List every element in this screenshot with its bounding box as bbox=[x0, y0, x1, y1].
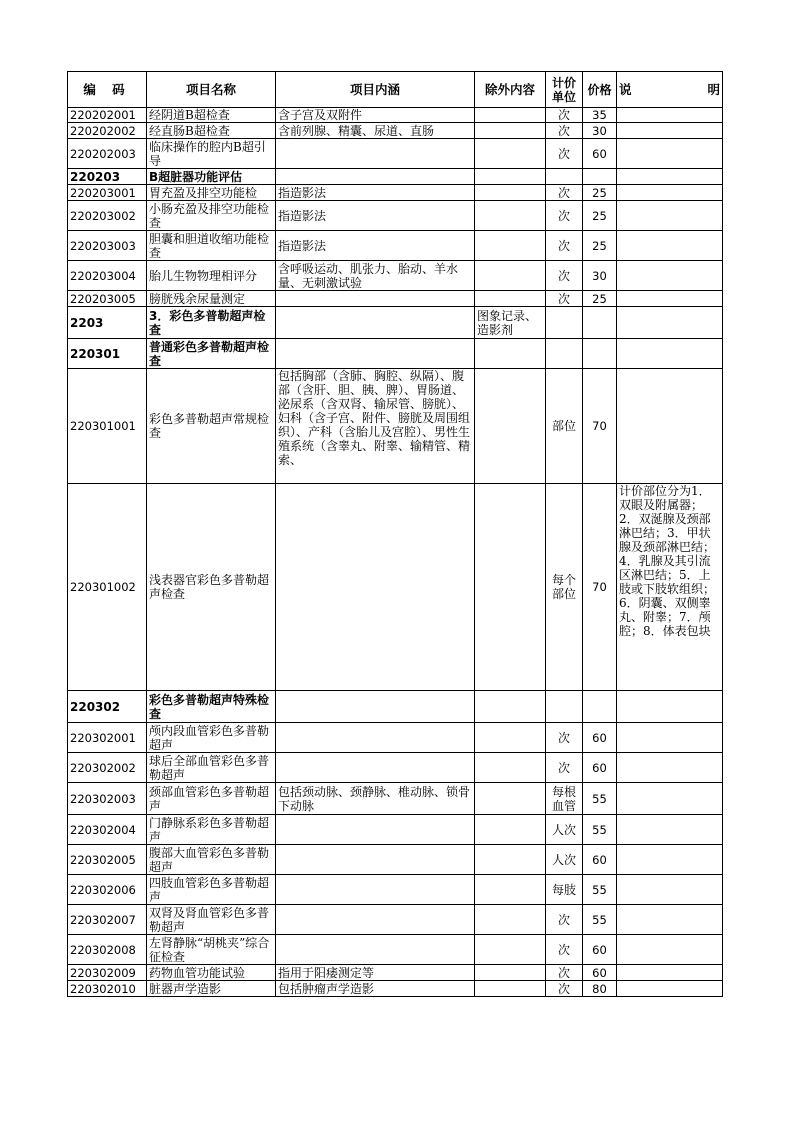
cell-content bbox=[276, 484, 475, 691]
cell-unit bbox=[546, 691, 583, 723]
cell-name: 临床操作的腔内B超引导 bbox=[147, 139, 276, 169]
cell-name: 胎儿生物物理相评分 bbox=[147, 261, 276, 291]
cell-content bbox=[276, 307, 475, 339]
cell-name: 经直肠B超检查 bbox=[147, 123, 276, 139]
cell-note bbox=[617, 369, 723, 484]
table-row bbox=[68, 691, 723, 723]
cell-excluded bbox=[475, 783, 546, 815]
cell-name: 腹部大血管彩色多普勒超声 bbox=[147, 845, 276, 875]
cell-excluded bbox=[475, 123, 546, 139]
cell-note bbox=[617, 965, 723, 981]
cell-excluded bbox=[475, 169, 546, 185]
cell-price: 70 bbox=[583, 484, 617, 691]
cell-price: 60 bbox=[583, 753, 617, 783]
cell-content bbox=[276, 291, 475, 307]
cell-content bbox=[276, 723, 475, 753]
cell-content: 指造影法 bbox=[276, 201, 475, 231]
header-content: 项目内涵 bbox=[276, 72, 475, 108]
table-row bbox=[68, 139, 723, 169]
cell-content bbox=[276, 169, 475, 185]
cell-price: 55 bbox=[583, 815, 617, 845]
cell-excluded bbox=[475, 291, 546, 307]
cell-name: 浅表器官彩色多普勒超声检查 bbox=[147, 484, 276, 691]
cell-excluded bbox=[475, 981, 546, 997]
table-row bbox=[68, 815, 723, 845]
cell-unit: 人次 bbox=[546, 815, 583, 845]
cell-content bbox=[276, 935, 475, 965]
cell-code: 220203002 bbox=[68, 201, 147, 231]
cell-content bbox=[276, 369, 475, 484]
header-name: 项目名称 bbox=[147, 72, 276, 108]
cell-note bbox=[617, 307, 723, 339]
cell-content bbox=[276, 845, 475, 875]
header-unit: 计价单位 bbox=[546, 72, 583, 108]
cell-code: 220302006 bbox=[68, 875, 147, 905]
cell-excluded: 图象记录、造影剂 bbox=[475, 307, 546, 339]
cell-code: 220302004 bbox=[68, 815, 147, 845]
cell-content: 指造影法 bbox=[276, 185, 475, 201]
table-row bbox=[68, 169, 723, 185]
cell-note bbox=[617, 261, 723, 291]
header-excluded: 除外内容 bbox=[475, 72, 546, 108]
cell-note bbox=[617, 753, 723, 783]
cell-unit: 人次 bbox=[546, 845, 583, 875]
cell-price: 60 bbox=[583, 845, 617, 875]
cell-name: 左肾静脉“胡桃夹”综合征检查 bbox=[147, 935, 276, 965]
cell-code: 220203003 bbox=[68, 231, 147, 261]
cell-excluded bbox=[475, 201, 546, 231]
cell-note bbox=[617, 875, 723, 905]
cell-content bbox=[276, 691, 475, 723]
cell-excluded bbox=[475, 815, 546, 845]
cell-code: 220302008 bbox=[68, 935, 147, 965]
cell-price: 60 bbox=[583, 965, 617, 981]
cell-unit: 次 bbox=[546, 123, 583, 139]
cell-price: 55 bbox=[583, 875, 617, 905]
cell-content: 包括肿瘤声学造影 bbox=[276, 981, 475, 997]
note-text: 计价部位分为1．双眼及附属器；2．双涎腺及颈部淋巴结；3．甲状腺及颈部淋巴结；4．乳腺及其引流区淋巴结；5．上肢或下肢软组织；6．阴囊、双侧睾丸、附睾；7．颅腔；8．体表包块 bbox=[619, 484, 716, 638]
cell-excluded bbox=[475, 845, 546, 875]
table-row bbox=[68, 723, 723, 753]
cell-unit: 次 bbox=[546, 231, 583, 261]
cell-excluded bbox=[475, 484, 546, 691]
cell-note bbox=[617, 723, 723, 753]
cell-name: 经阴道B超检查 bbox=[147, 108, 276, 123]
header-note-right: 明 bbox=[707, 81, 720, 97]
cell-name: 普通彩色多普勒超声检查 bbox=[147, 339, 276, 369]
table-row bbox=[68, 339, 723, 369]
cell-code: 220301002 bbox=[68, 484, 147, 691]
cell-unit: 次 bbox=[546, 185, 583, 201]
cell-name: 胃充盈及排空功能检 bbox=[147, 185, 276, 201]
cell-name: 药物血管功能试验 bbox=[147, 965, 276, 981]
header-price: 价格 bbox=[583, 72, 617, 108]
cell-price: 60 bbox=[583, 723, 617, 753]
cell-note bbox=[617, 845, 723, 875]
cell-note bbox=[617, 169, 723, 185]
cell-content: 包括颈动脉、颈静脉、椎动脉、锁骨下动脉 bbox=[276, 783, 475, 815]
cell-code: 220301 bbox=[68, 339, 147, 369]
cell-code: 220301001 bbox=[68, 369, 147, 484]
cell-note bbox=[617, 783, 723, 815]
table-row bbox=[68, 201, 723, 231]
cell-content: 含前列腺、精囊、尿道、直肠 bbox=[276, 123, 475, 139]
cell-unit: 每肢 bbox=[546, 875, 583, 905]
header-note-left: 说 bbox=[619, 81, 632, 97]
cell-unit: 次 bbox=[546, 753, 583, 783]
cell-code: 220203001 bbox=[68, 185, 147, 201]
cell-unit: 次 bbox=[546, 935, 583, 965]
header-code: 编 码 bbox=[68, 72, 147, 108]
cell-name: 膀胱残余尿量测定 bbox=[147, 291, 276, 307]
cell-price: 60 bbox=[583, 935, 617, 965]
cell-content bbox=[276, 815, 475, 845]
cell-content bbox=[276, 905, 475, 935]
cell-unit: 次 bbox=[546, 261, 583, 291]
cell-note bbox=[617, 815, 723, 845]
cell-excluded bbox=[475, 935, 546, 965]
cell-price: 60 bbox=[583, 139, 617, 169]
cell-code: 220302005 bbox=[68, 845, 147, 875]
cell-price: 25 bbox=[583, 291, 617, 307]
cell-name: 门静脉系彩色多普勒超声 bbox=[147, 815, 276, 845]
cell-name: 四肢血管彩色多普勒超声 bbox=[147, 875, 276, 905]
cell-note bbox=[617, 185, 723, 201]
cell-note bbox=[617, 691, 723, 723]
cell-unit: 每根血管 bbox=[546, 783, 583, 815]
cell-code: 220302007 bbox=[68, 905, 147, 935]
cell-price bbox=[583, 169, 617, 185]
cell-note bbox=[617, 231, 723, 261]
cell-note bbox=[617, 484, 723, 691]
cell-price bbox=[583, 339, 617, 369]
cell-content: 指造影法 bbox=[276, 231, 475, 261]
cell-code: 220302002 bbox=[68, 753, 147, 783]
cell-price: 35 bbox=[583, 108, 617, 123]
table-row bbox=[68, 185, 723, 201]
cell-code: 220302009 bbox=[68, 965, 147, 981]
cell-content bbox=[276, 139, 475, 169]
cell-excluded bbox=[475, 139, 546, 169]
cell-name: 胆囊和胆道收缩功能检查 bbox=[147, 231, 276, 261]
cell-code: 220302010 bbox=[68, 981, 147, 997]
cell-content: 指用于阳痿测定等 bbox=[276, 965, 475, 981]
table-row bbox=[68, 484, 723, 691]
table-row bbox=[68, 291, 723, 307]
content-text: 包括胸部（含肺、胸腔、纵隔）、腹部（含肝、胆、胰、脾）、胃肠道、泌尿系（含双肾、输尿管、膀胱）、妇科（含子宫、附件、膀胱及周围组织）、产科（含胎儿及宫腔）、男性生殖系统（含睾丸、附睾、输精管、精索、 bbox=[278, 369, 471, 467]
cell-excluded bbox=[475, 691, 546, 723]
cell-price: 25 bbox=[583, 185, 617, 201]
cell-price: 25 bbox=[583, 201, 617, 231]
cell-excluded bbox=[475, 753, 546, 783]
cell-price: 30 bbox=[583, 261, 617, 291]
table-row bbox=[68, 108, 723, 123]
cell-code: 2203 bbox=[68, 307, 147, 339]
table-row bbox=[68, 905, 723, 935]
cell-excluded bbox=[475, 965, 546, 981]
cell-name: 颅内段血管彩色多普勒超声 bbox=[147, 723, 276, 753]
cell-unit bbox=[546, 339, 583, 369]
cell-content bbox=[276, 875, 475, 905]
cell-name: 彩色多普勒超声常规检查 bbox=[147, 369, 276, 484]
cell-price: 55 bbox=[583, 783, 617, 815]
cell-price: 30 bbox=[583, 123, 617, 139]
cell-unit: 次 bbox=[546, 965, 583, 981]
cell-note bbox=[617, 905, 723, 935]
cell-unit: 次 bbox=[546, 291, 583, 307]
cell-price: 25 bbox=[583, 231, 617, 261]
cell-excluded bbox=[475, 108, 546, 123]
table-row bbox=[68, 783, 723, 815]
cell-code: 220302 bbox=[68, 691, 147, 723]
table-body bbox=[68, 108, 723, 997]
cell-price bbox=[583, 691, 617, 723]
cell-code: 220203 bbox=[68, 169, 147, 185]
cell-note bbox=[617, 201, 723, 231]
cell-excluded bbox=[475, 261, 546, 291]
cell-code: 220203005 bbox=[68, 291, 147, 307]
price-table bbox=[67, 71, 723, 997]
cell-unit: 次 bbox=[546, 905, 583, 935]
table-row bbox=[68, 123, 723, 139]
cell-name: 双肾及肾血管彩色多普勒超声 bbox=[147, 905, 276, 935]
table-row bbox=[68, 261, 723, 291]
cell-content: 含子宫及双附件 bbox=[276, 108, 475, 123]
cell-excluded bbox=[475, 339, 546, 369]
cell-unit: 每个部位 bbox=[546, 484, 583, 691]
cell-code: 220202001 bbox=[68, 108, 147, 123]
cell-note bbox=[617, 935, 723, 965]
cell-excluded bbox=[475, 905, 546, 935]
cell-name: 球后全部血管彩色多普勒超声 bbox=[147, 753, 276, 783]
cell-excluded bbox=[475, 723, 546, 753]
cell-excluded bbox=[475, 369, 546, 484]
cell-code: 220302003 bbox=[68, 783, 147, 815]
cell-price: 70 bbox=[583, 369, 617, 484]
cell-unit bbox=[546, 169, 583, 185]
table-row bbox=[68, 935, 723, 965]
cell-name: 小肠充盈及排空功能检查 bbox=[147, 201, 276, 231]
table-row bbox=[68, 307, 723, 339]
cell-unit bbox=[546, 307, 583, 339]
cell-unit: 次 bbox=[546, 981, 583, 997]
cell-unit: 次 bbox=[546, 139, 583, 169]
table-row bbox=[68, 231, 723, 261]
cell-name: 脏器声学造影 bbox=[147, 981, 276, 997]
cell-unit: 部位 bbox=[546, 369, 583, 484]
cell-unit: 次 bbox=[546, 201, 583, 231]
table-row bbox=[68, 369, 723, 484]
header-note bbox=[617, 72, 723, 108]
cell-note bbox=[617, 981, 723, 997]
cell-content: 含呼吸运动、肌张力、胎动、羊水量、无刺激试验 bbox=[276, 261, 475, 291]
cell-price bbox=[583, 307, 617, 339]
cell-content bbox=[276, 339, 475, 369]
cell-excluded bbox=[475, 875, 546, 905]
cell-code: 220302001 bbox=[68, 723, 147, 753]
table-row bbox=[68, 981, 723, 997]
cell-unit: 次 bbox=[546, 108, 583, 123]
cell-note bbox=[617, 339, 723, 369]
cell-note bbox=[617, 139, 723, 169]
cell-excluded bbox=[475, 231, 546, 261]
table-row bbox=[68, 753, 723, 783]
cell-content bbox=[276, 753, 475, 783]
cell-unit: 次 bbox=[546, 723, 583, 753]
cell-code: 220203004 bbox=[68, 261, 147, 291]
table-row bbox=[68, 845, 723, 875]
cell-note bbox=[617, 123, 723, 139]
cell-code: 220202002 bbox=[68, 123, 147, 139]
cell-excluded bbox=[475, 185, 546, 201]
cell-price: 80 bbox=[583, 981, 617, 997]
cell-name: 颈部血管彩色多普勒超声 bbox=[147, 783, 276, 815]
cell-price: 55 bbox=[583, 905, 617, 935]
cell-note bbox=[617, 291, 723, 307]
cell-name: B超脏器功能评估 bbox=[147, 169, 276, 185]
cell-name: 3．彩色多普勒超声检查 bbox=[147, 307, 276, 339]
header-row bbox=[68, 72, 723, 108]
table-row bbox=[68, 875, 723, 905]
cell-note bbox=[617, 108, 723, 123]
cell-code: 220202003 bbox=[68, 139, 147, 169]
table-row bbox=[68, 965, 723, 981]
cell-name: 彩色多普勒超声特殊检查 bbox=[147, 691, 276, 723]
